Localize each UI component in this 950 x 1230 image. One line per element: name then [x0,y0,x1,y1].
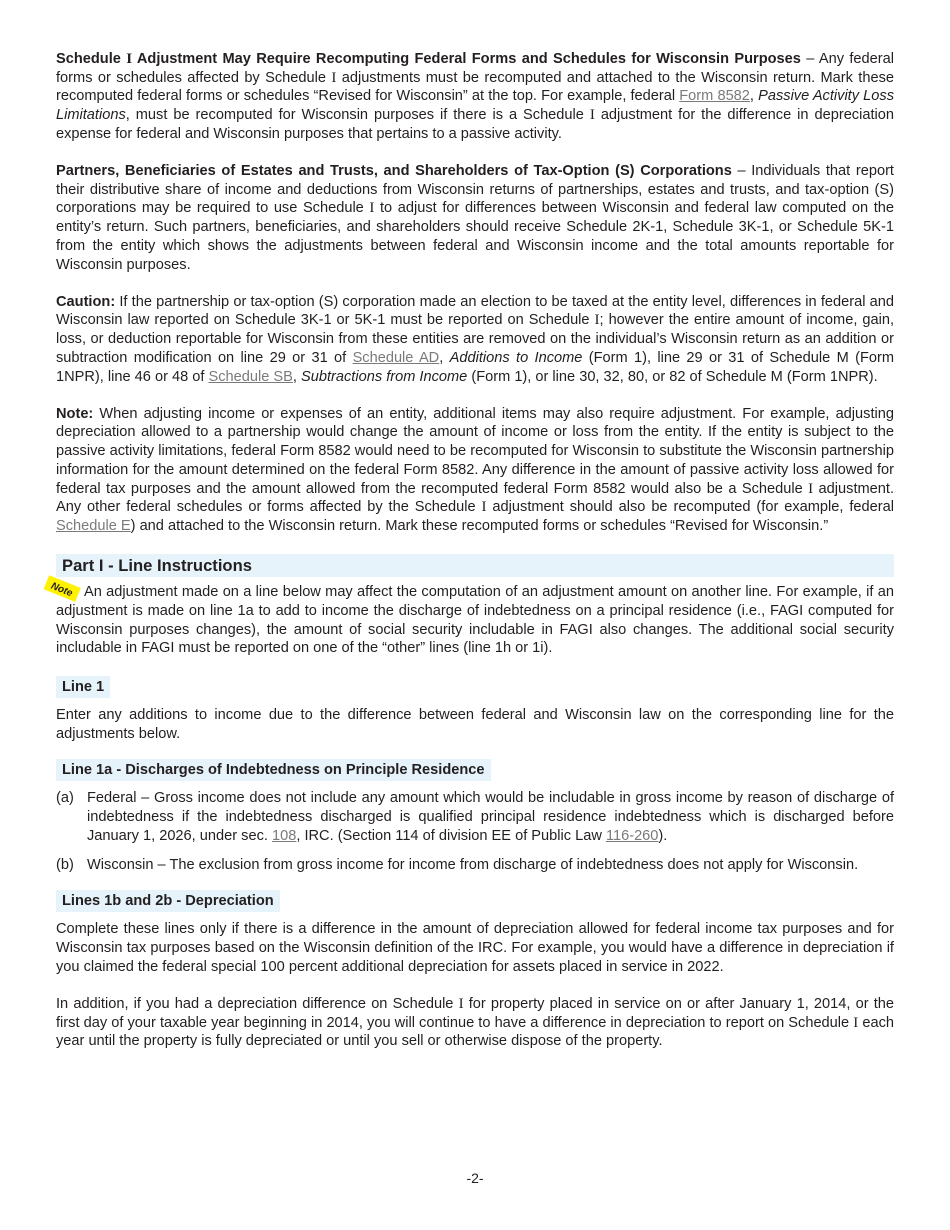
line-1-text: Enter any additions to income due to the difference between federal and Wisconsin law on the corresponding line for the adjustments below. [56,706,894,742]
line-1a-item-b: (b) Wisconsin – The exclusion from gross income for income from discharge of indebtedness does not apply for Wisconsin. [56,856,859,873]
schedule-ad-link[interactable]: Schedule AD [352,349,440,366]
paragraph-heading: Partners, Beneficiaries of Estates and Trusts, and Shareholders of Tax-Option (S) Corporations [56,163,732,180]
partners-beneficiaries-paragraph: Partners, Beneficiaries of Estates and Trusts, and Shareholders of Tax-Option (S) Corporations – Individuals that report their distributive share of income and deductions from Wisconsin returns of partnerships, estates and trusts, and tax-option (S) corporations may be required to use Schedule I to adjust for differences between Wisconsin and federal law computed on the entity’s return. Such partners, beneficiaries, and shareholders should receive Schedule 2K-1, Schedule 3K-1, or Schedule 5K-1 from the entity which shows the adjustments between federal and Wisconsin income and the total amounts reportable for Wisconsin purposes. [56,163,895,273]
paragraph-heading: Schedule I Adjustment May Require Recomputing Federal Forms and Schedules for Wisconsin Purposes [56,51,801,67]
irc-108-link[interactable]: 108 [271,827,297,844]
form-8582-link[interactable]: Form 8582 [679,88,750,105]
schedule-i-recompute-paragraph: Schedule I Adjustment May Require Recomputing Federal Forms and Schedules for Wisconsin Purposes – Any federal forms or schedules affected by Schedule I adjustments must be recomputed and attached to the Wisconsin return. Mark these recomputed federal forms or schedules “Revised for Wisconsin” at the top. For example, federal Form 8582, Passive Activity Loss Limitations, must be recomputed for Wisconsin purposes if there is a Schedule I adjustment for the difference in depreciation expense for federal and Wisconsin purposes that pertains to a passive activity. [56,51,895,142]
svg-text:Note: Note [49,580,74,600]
note-label: Note: [56,405,94,422]
line-1a-heading: Line 1a - Discharges of Indebtedness on Principle Residence [56,759,491,781]
note-sticky-icon [40,575,84,603]
caution-label: Caution: [56,293,116,310]
page-number: -2- [466,1170,484,1186]
caution-paragraph: Caution: If the partnership or tax-option (S) corporation made an election to be taxed at the entity level, differences in federal and Wisconsin law reported on Schedule 3K-1 or 5K-1 must be reported on Schedule I; however the entire amount of income, gain, loss, or deduction reportable for Wisconsin from these entities are removed on the individual’s Wisconsin return as an addition or subtraction modification on line 29 or 31 of Schedule AD, Additions to Income (Form 1), line 29 or 31 of Schedule M (Form 1NPR), line 46 or 48 of Schedule SB, Subtractions from Income (Form 1), or line 30, 32, 80, or 82 of Schedule M (Form 1NPR). [56,293,895,385]
public-law-116-260-link[interactable]: 116-260 [605,827,659,844]
schedule-e-link[interactable]: Schedule E [56,517,131,534]
lines-1b-2b-heading: Lines 1b and 2b - Depreciation [56,890,280,912]
line-1a-item-a: (a) Federal – Gross income does not include any amount which would be includable in gross income by reason of discharge of indebtedness if the indebtedness discharged is qualified principal residence indebtedness which is discharged before January 1, 2026, under sec. 108, IRC. (Section 114 of division EE of Public Law 116-260). [56,790,894,844]
line-1-heading: Line 1 [56,676,110,698]
page-body [49,50,895,1051]
depreciation-paragraph-1: Complete these lines only if there is a difference in the amount of depreciation allowed for federal income tax purposes and for Wisconsin tax purposes based on the Wisconsin definition of the IRC. For example, you would have a difference in depreciation if you claimed the federal special 100 percent additional depreciation for assets placed in service in 2022. [56,921,894,975]
schedule-sb-link[interactable]: Schedule SB [208,368,293,385]
part-i-heading: Part I - Line Instructions [56,554,894,577]
note-paragraph: Note: When adjusting income or expenses of an entity, additional items may also require adjustment. For example, adjusting depreciation allowed to a partnership would change the amount of income or loss from the entity. If the entity is subject to the passive activity limitations, federal Form 8582 would need to be recomputed for Wisconsin to substitute the Wisconsin partnership information for the amount determined on the federal Form 8582. Any difference in the amount of passive activity loss allowed for federal tax purposes and the amount allowed from the recomputed federal Form 8582 would also be a Schedule I adjustment. Any other federal schedules or forms affected by the Schedule I adjustment should also be recomputed (for example, federal Schedule E) and attached to the Wisconsin return. Mark these recomputed forms or schedules “Revised for Wisconsin.” [56,405,894,534]
part-i-note-paragraph: Note An adjustment made on a line below may affect the computation of an adjustment amount on another line. For example, if an adjustment is made on line 1a to add to income the discharge of indebtedness on a principal residence (i.e., FAGI computed for Wisconsin purposes changes), the amount of social security includable in FAGI also changes. The additional social security includable in FAGI must be reported on one of the “other” lines (line 1h or 1i). [56,583,894,658]
depreciation-paragraph-2: In addition, if you had a depreciation difference on Schedule I for property placed in service on or after January 1, 2014, or the first day of your taxable year beginning in 2014, you will continue to have a difference in depreciation to report on Schedule I each year until the property is fully depreciated or until you sell or otherwise dispose of the property. [56,995,895,1050]
